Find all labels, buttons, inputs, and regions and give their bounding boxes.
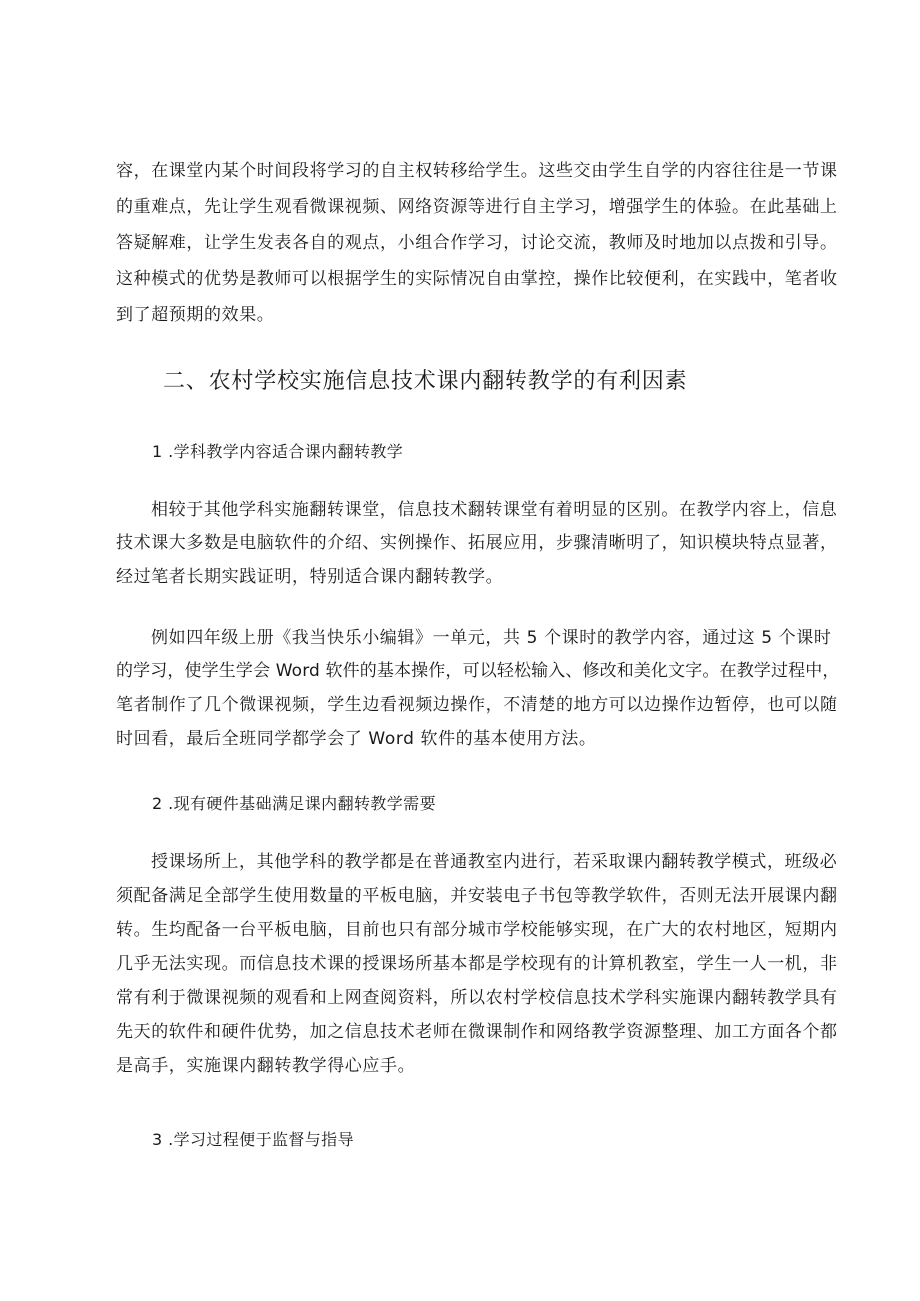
subsection-title-text: .学习过程便于监督与指导 [168, 1130, 354, 1149]
paragraph-line: 技术课大多数是电脑软件的介绍、实例操作、拓展应用，步骤清晰明了，知识模块特点显著， [116, 533, 838, 553]
paragraph-line: 须配备满足全部学生使用数量的平板电脑，并安装电子书包等教学软件，否则无法开展课内翻 [116, 886, 838, 906]
paragraph-line: 例如四年级上册《我当快乐小编辑》一单元，共 5 个课时的教学内容，通过这 5 个课时 [151, 628, 832, 648]
paragraph-line: 先天的软件和硬件优势，加之信息技术老师在微课制作和网络教学资源整理、加工方面各个都 [116, 1022, 838, 1042]
subsection-number: 1 [152, 442, 163, 461]
paragraph-line: 时回看，最后全班同学都学会了 Word 软件的基本使用方法。 [116, 729, 597, 749]
paragraph-line: 这种模式的优势是教师可以根据学生的实际情况自由掌控，操作比较便利，在实践中，笔者收 [116, 269, 838, 289]
paragraph-line: 的重难点，先让学生观看微课视频、网络资源等进行自主学习，增强学生的体验。在此基础上 [116, 197, 838, 217]
subsection-title-text: .现有硬件基础满足课内翻转教学需要 [168, 794, 436, 813]
subsection-title [152, 441, 403, 463]
paragraph-line: 常有利于微课视频的观看和上网查阅资料，所以农村学校信息技术学科实施课内翻转教学具有 [116, 988, 838, 1008]
subsection-number: 3 [152, 1130, 163, 1149]
subsection-number: 2 [152, 794, 163, 813]
subsection-title [152, 1129, 354, 1151]
paragraph-line: 授课场所上，其他学科的教学都是在普通教室内进行，若采取课内翻转教学模式，班级必 [151, 852, 838, 872]
paragraph-line: 答疑解难，让学生发表各自的观点，小组合作学习，讨论交流，教师及时地加以点拨和引导。 [116, 233, 838, 253]
paragraph-line: 的学习，使学生学会 Word 软件的基本操作，可以轻松输入、修改和美化文字。在教学过程中， [116, 661, 840, 681]
paragraph-line: 转。生均配备一台平板电脑，目前也只有部分城市学校能够实现，在广大的农村地区，短期内 [116, 920, 838, 940]
paragraph-line: 相较于其他学科实施翻转课堂，信息技术翻转课堂有着明显的区别。在教学内容上，信息 [151, 500, 838, 520]
paragraph-line: 经过笔者长期实践证明，特别适合课内翻转教学。 [116, 567, 504, 587]
paragraph-line: 容，在课堂内某个时间段将学习的自主权转移给学生。这些交由学生自学的内容往往是一节课 [116, 161, 838, 181]
paragraph-line: 到了超预期的效果。 [116, 305, 275, 325]
paragraph-line: 是高手，实施课内翻转教学得心应手。 [116, 1056, 416, 1076]
subsection-title-text: .学科教学内容适合课内翻转教学 [168, 442, 404, 461]
section-heading: 二、农村学校实施信息技术课内翻转教学的有利因素 [163, 369, 688, 394]
subsection-title [152, 793, 436, 815]
paragraph-line: 笔者制作了几个微课视频，学生边看视频边操作，不清楚的地方可以边操作边暂停，也可以随 [116, 695, 838, 715]
paragraph-line: 几乎无法实现。而信息技术课的授课场所基本都是学校现有的计算机教室，学生一人一机，非 [116, 954, 838, 974]
